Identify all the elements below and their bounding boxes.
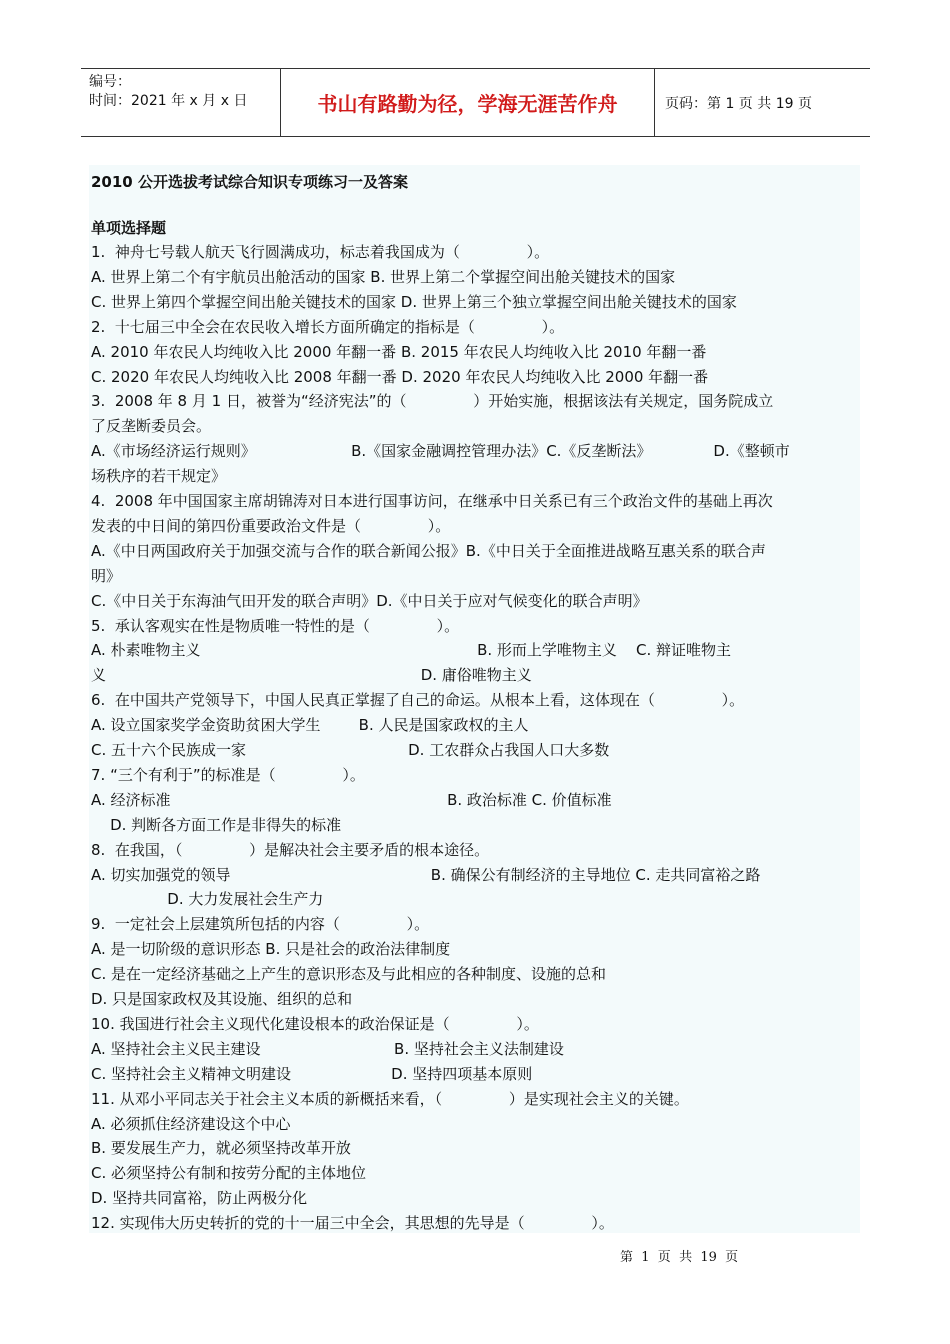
text-line: A. 世界上第二个有宇航员出舱活动的国家 B. 世界上第二个掌握空间出舱关键技术的国家 bbox=[91, 267, 676, 286]
text-line: C. 必须坚持公有制和按劳分配的主体地位 bbox=[91, 1164, 367, 1183]
text-line: C. 世界上第四个掌握空间出舱关键技术的国家 D. 世界上第三个独立掌握空间出舱关键技术的国家 bbox=[91, 292, 737, 311]
page-footer: 第 1 页 共 19 页 bbox=[620, 1250, 739, 1265]
text-line: D. 只是国家政权及其设施、组织的总和 bbox=[91, 990, 353, 1008]
text-line: A. 设立国家奖学金资助贫困大学生 B. 人民是国家政权的主人 bbox=[91, 716, 529, 735]
text-line: C.《中日关于东海油气田开发的联合声明》D.《中日关于应对气候变化的联合声明》 bbox=[91, 591, 648, 610]
text-line: 8. 在我国，（ ）是解决社会主要矛盾的根本途径。 bbox=[91, 840, 490, 859]
text-line: 发表的中日间的第四份重要政治文件是（ ）。 bbox=[91, 516, 451, 535]
text-line: 了反垄断委员会。 bbox=[91, 417, 212, 436]
text-line: C. 坚持社会主义精神文明建设 D. 坚持四项基本原则 bbox=[91, 1064, 533, 1083]
text-line: A. 2010 年农民人均纯收入比 2000 年翻一番 B. 2015 年农民人均纯收入比 2010 年翻一番 bbox=[91, 342, 707, 361]
text-line: 3. 2008 年 8 月 1 日，被誉为“经济宪法”的（ ）开始实施，根据该法有关规定，国务院成立 bbox=[91, 392, 774, 411]
text-line: A. 必须抓住经济建设这个中心 bbox=[91, 1114, 291, 1133]
document-title: 2010 公开选拔考试综合知识专项练习一及答案 bbox=[91, 173, 408, 191]
text-line: 12. 实现伟大历史转折的党的十一届三中全会，其思想的先导是（ ）。 bbox=[91, 1214, 614, 1233]
text-line: C. 2020 年农民人均纯收入比 2008 年翻一番 D. 2020 年农民人均纯收入比 2000 年翻一番 bbox=[91, 367, 709, 386]
text-line: 1. 神舟七号载人航天飞行圆满成功，标志着我国成为（ ）。 bbox=[91, 243, 550, 261]
text-line: 5. 承认客观实在性是物质唯一特性的是（ ）。 bbox=[91, 616, 460, 635]
text-line: 义 D. 庸俗唯物主义 bbox=[91, 666, 532, 685]
section-title: 单项选择题 bbox=[91, 219, 167, 237]
text-line: 7. “三个有利于”的标准是（ ）。 bbox=[91, 765, 365, 784]
text-line: 11. 从邓小平同志关于社会主义本质的新概括来看，（ ）是实现社会主义的关键。 bbox=[91, 1089, 689, 1108]
text-line: A.《市场经济运行规则》 B.《国家金融调控管理办法》C.《反垄断法》 D.《整顿市 bbox=[91, 442, 790, 461]
text-line: 10. 我国进行社会主义现代化建设根本的政治保证是（ ）。 bbox=[91, 1014, 539, 1033]
text-line: 9. 一定社会上层建筑所包括的内容（ ）。 bbox=[91, 915, 430, 934]
text-line: A. 是一切阶级的意识形态 B. 只是社会的政治法律制度 bbox=[91, 940, 451, 959]
header-motto: 书山有路勤为径，学海无涯苦作舟 bbox=[281, 69, 655, 136]
text-line: D. 判断各方面工作是非得失的标准 bbox=[91, 815, 342, 834]
text-line: A. 朴素唯物主义 B. 形而上学唯物主义 C. 辩证唯物主 bbox=[91, 641, 731, 660]
text-line: 6. 在中国共产党领导下，中国人民真正掌握了自己的命运。从根本上看，这体现在（ ）。 bbox=[91, 691, 745, 710]
doc-number-label: 编号： bbox=[89, 74, 131, 90]
text-line: A. 切实加强党的领导 B. 确保公有制经济的主导地位 C. 走共同富裕之路 bbox=[91, 865, 761, 884]
header-page-number: 页码：第 1 页 共 19 页 bbox=[665, 95, 812, 112]
text-line: D. 坚持共同富裕，防止两极分化 bbox=[91, 1189, 308, 1208]
text-line: C. 是在一定经济基础之上产生的意识形态及与此相应的各种制度、设施的总和 bbox=[91, 965, 607, 984]
text-line: D. 大力发展社会生产力 bbox=[91, 890, 324, 909]
header-meta bbox=[81, 69, 281, 136]
text-line: 明》 bbox=[91, 566, 122, 585]
text-line: C. 五十六个民族成一家 D. 工农群众占我国人口大多数 bbox=[91, 741, 610, 759]
text-line: B. 要发展生产力，就必须坚持改革开放 bbox=[91, 1139, 351, 1158]
text-line: 4. 2008 年中国国家主席胡锦涛对日本进行国事访问，在继承中日关系已有三个政治文件的基础上再次 bbox=[91, 492, 773, 510]
doc-date-label: 时间：2021 年 x 月 x 日 bbox=[89, 93, 248, 109]
text-line: 场秩序的若干规定》 bbox=[91, 467, 227, 486]
text-line: A. 经济标准 B. 政治标准 C. 价值标准 bbox=[91, 790, 612, 809]
text-line: A.《中日两国政府关于加强交流与合作的联合新闻公报》B.《中日关于全面推进战略互惠关系的联合声 bbox=[91, 541, 766, 560]
page-header bbox=[81, 68, 870, 137]
text-line: 2. 十七届三中全会在农民收入增长方面所确定的指标是（ ）。 bbox=[91, 317, 565, 336]
text-line: A. 坚持社会主义民主建设 B. 坚持社会主义法制建设 bbox=[91, 1039, 564, 1058]
document-body bbox=[89, 165, 860, 1233]
